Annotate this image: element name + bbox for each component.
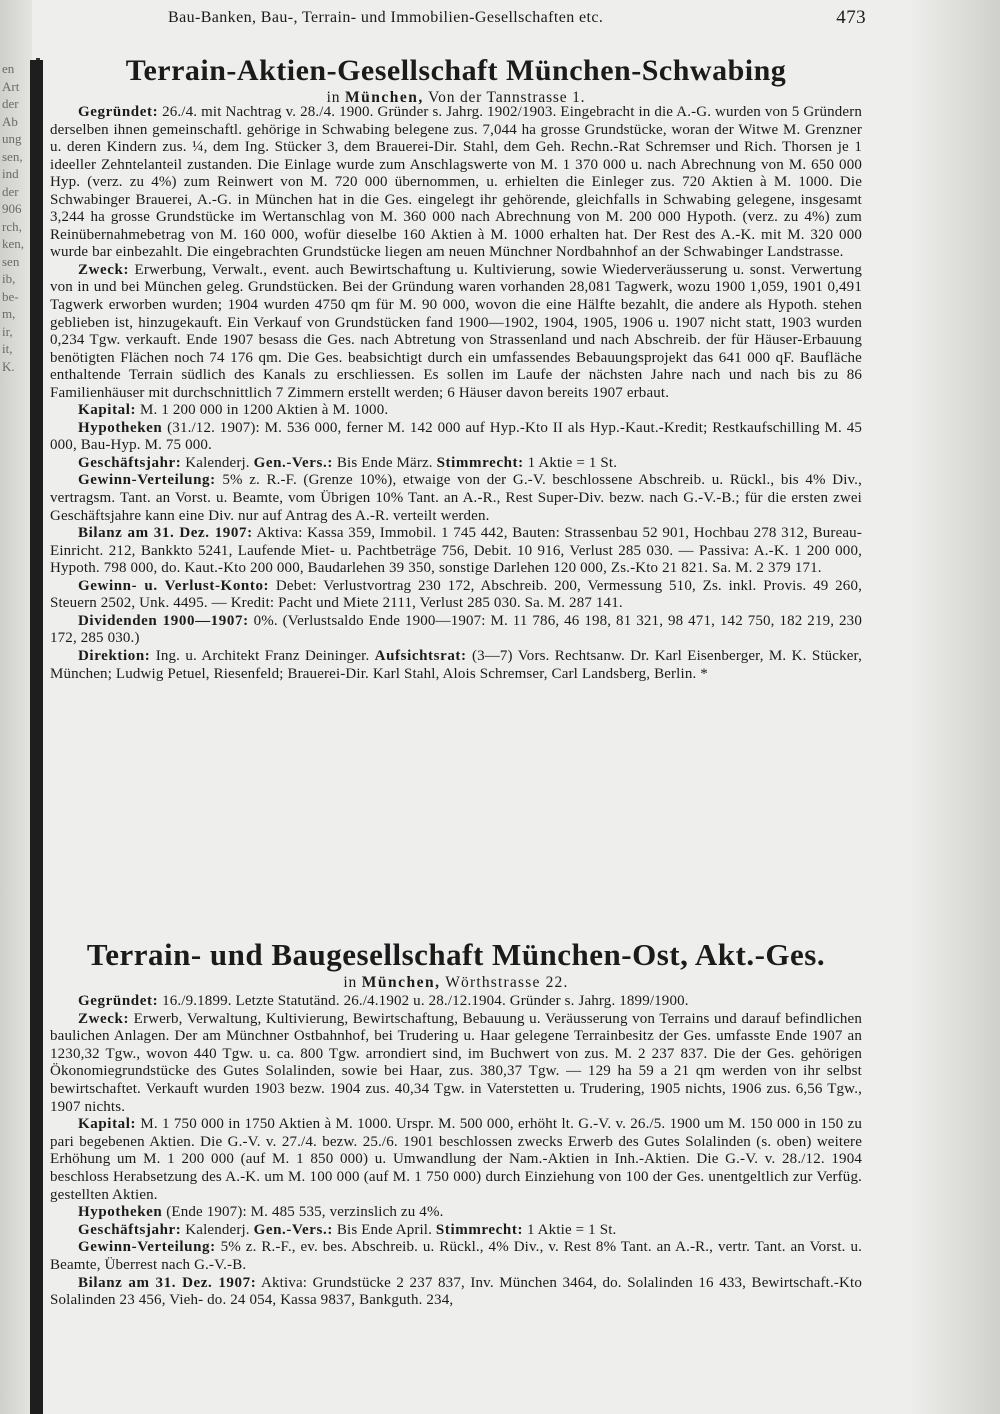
page-number: 473	[836, 7, 866, 28]
section-text: Erwerb, Verwaltung, Kultivierung, Bewirtschaftung, Bebauung u. Veräusserung von Terrains und darauf befindlichen baulichen Anlagen. Der am Münchner Ostbahnhof, bei Trudering u. Haar gelegene Terrainbesitz der Ges. umfasste Ende 1907 an 1230,32 Tgw., wovon 440 Tgw. u. ca. 800 Tgw. arrondiert sind, im Buchwert von zus. M. 2 237 837. Die der Ges. gehörigen Ökonomiegrundstücke des Gutes Solalinden, sowie bei Haar, zus. 380,37 Tgw. — 129 ha 59 a 21 qm werden von ihr selbst bewirtschaftet. Verkauft wurden 1903 bezw. 1904 zus. 40,34 Tgw. in Vaterstetten u. Trudering, 1905 nichts, 1906 zus. 6,56 Tgw., 1907 nichts.	[50, 1010, 862, 1115]
section-text: 1 Aktie = 1 St.	[523, 1221, 617, 1238]
company-2-city: München,	[361, 974, 441, 991]
section-paragraph	[50, 402, 862, 420]
gutter-fragment: Ab	[2, 113, 18, 129]
company-1-title: Terrain-Aktien-Gesellschaft München-Schwabing	[125, 54, 787, 87]
section-label: Bilanz am 31. Dez. 1907:	[78, 525, 253, 542]
running-head-text: Bau-Banken, Bau-, Terrain- und Immobilien-Gesellschaften etc.	[168, 9, 604, 26]
section-label: Dividenden 1900—1907:	[78, 612, 249, 629]
gutter-fragment: be-	[2, 288, 19, 304]
section-label: Gewinn- u. Verlust-Konto:	[78, 577, 270, 594]
section-paragraph	[50, 1239, 862, 1274]
section-text: 26./4. mit Nachtrag v. 28./4. 1900. Gründer s. Jahrg. 1902/1903. Eingebracht in die A.-G. wurden von 5 Gründern derselben ihnen gemeinschaftl. gehörige in Schwabing belegene zus. 7,044 ha grosse Grundstücke, woran der Witwe M. Grenzner u. deren Kindern zus. ¼, dem Ing. Stücker 3, dem Brauerei-Dir. Stahl, dem Geh. Rechn.-Rat Schremser und Rich. Thorsen je 1 ideeller Zehntelanteil zustanden. Die Einlage wurde zum Anschlagswerte von M. 1 370 000 u. nach Abrechnung von M. 650 000 Hyp. (verz. zu 4%) zum Reinwert von M. 720 000 übernommen, u. erhielten die Einleger zus. 720 Aktien à M. 1000. Die Schwabinger Brauerei, A.-G. in München hat in die Ges. eingelegt ihr gehörende, gleichfalls in Schwabing gelegene, insgesamt 3,244 ha grosse Grundstücke im Wertanschlag von M. 360 000 nach Abrechnung von M. 200 000 Hypoth. (verz. zu 4%) zum Reinübernahmebetrag von M. 160 000, wofür dieselbe 160 Aktien à M. 1000 erhalten hat. Der Rest des A.-K. mit M. 320 000 wurde bar einbezahlt. Die eingebrachten Grundstücke liegen am neuen Münchner Nordbahnhof an der Schwabinger Landstrasse.	[50, 104, 862, 261]
section-text: 5% z. R.-F. (Grenze 10%), etwaige von der G.-V. beschlossene Abschreib. u. Rückl., bis 4% Div., vertragsm. Tant. an Vorst. u. Beamte, vom Übrigen 10% Tant. an A.-R., Rest Super-Div. bezw. nach G.-V.-B.; für die ersten zwei Geschäftsjahre kann eine Div. nur auf Antrag des A.-R. verteilt werden.	[50, 472, 862, 524]
section-paragraph	[50, 1011, 862, 1117]
section-text: Kalenderj.	[181, 454, 254, 471]
section-text: Aktiva: Kassa 359, Immobil. 1 745 442, Bauten: Strassenbau 52 901, Hochbau 278 312, Bureau-Einricht. 212, Bankkto 5241, Laufende Miet- u. Pachtbeträge 756, Debit. 10 916, Verlust 285 030. — Passiva: A.-K. 1 200 000, Hypoth. 798 000, do. Kaut.-Kto 200 000, Baudarlehen 39 350, sonstige Darlehen 120 000, Zs.-Kto 21 821. Sa. M. 2 379 171.	[50, 525, 862, 577]
gutter-fragment: ken,	[2, 236, 25, 251]
section-label: Kapital:	[78, 1116, 137, 1133]
section-label: Zweck:	[78, 261, 130, 278]
gutter-fragment: der	[2, 183, 19, 199]
gutter-fragment: en	[2, 61, 15, 76]
section-text: M. 1 750 000 in 1750 Aktien à M. 1000. Urspr. M. 500 000, erhöht lt. G.-V. v. 26./5. 1900 um M. 150 000 in 150 zu pari begebenen Aktien. Die G.-V. v. 27./4. bezw. 25./6. 1901 beschlossen zwecks Erwerb des Gutes Solalinden (s. oben) weitere Erhöhung um M. 1 200 000 (auf M. 1 850 000) u. Umwandlung der Nam.-Aktien in Inh.-Aktien. Die G.-V. v. 28./12. 1904 beschloss Herabsetzung des A.-K. um M. 100 000 (auf M. 1 750 000) durch Einziehung von 100 der Ges. unentgeltlich zur Verfüg. gestellten Aktien.	[50, 1116, 862, 1203]
section-label: Aufsichtsrat:	[374, 647, 467, 664]
company-1-address-prefix: in	[326, 89, 341, 106]
section-text: 16./9.1899. Letzte Statutänd. 26./4.1902 u. 28./12.1904. Gründer s. Jahrg. 1899/1900.	[158, 993, 689, 1009]
section-paragraph	[50, 1222, 862, 1240]
section-label: Gewinn-Verteilung:	[78, 1239, 216, 1256]
gutter-fragment: ind	[2, 166, 19, 181]
section-paragraph	[50, 613, 862, 648]
gutter-fragment: m,	[2, 306, 16, 321]
section-label: Geschäftsjahr:	[78, 1221, 182, 1238]
gutter-fragment: ung	[2, 131, 22, 146]
section-paragraph	[50, 1275, 862, 1310]
section-text: Aktiva: Grundstücke 2 237 837, Inv. München 3464, do. Solalinden 16 433, Bewirtschaft.-Kto Solalinden 23 456, Vieh- do. 24 054, Kassa 9837, Bankguth. 234,	[50, 1274, 862, 1309]
section-label: Stimmrecht:	[436, 454, 524, 471]
scan-right-margin	[910, 0, 1000, 1414]
gutter-fragment: ir,	[2, 323, 13, 339]
gutter-fragment: der	[2, 96, 19, 111]
section-label: Direktion:	[78, 647, 151, 664]
section-text: Ing. u. Architekt Franz Deininger.	[150, 647, 375, 664]
company-1-body	[50, 104, 862, 683]
section-label: Gegründet:	[78, 993, 159, 1009]
section-label: Hypotheken	[78, 419, 163, 436]
company-1-street: Von der Tannstrasse 1.	[428, 89, 586, 106]
section-paragraph	[50, 1204, 862, 1222]
section-text: 0%. (Verlustsaldo Ende 1900—1907: M. 11 786, 46 198, 81 321, 98 471, 142 750, 182 219, 230 172, 285 030.)	[50, 612, 862, 647]
section-text: (Ende 1907): M. 485 535, verzinslich zu 4%.	[162, 1204, 444, 1221]
running-head	[50, 5, 866, 31]
section-text: M. 1 200 000 in 1200 Aktien à M. 1000.	[136, 402, 389, 419]
section-paragraph	[50, 1116, 862, 1204]
facing-page-gutter-text	[2, 60, 30, 620]
section-text: Bis Ende April.	[332, 1221, 436, 1238]
section-label: Stimmrecht:	[435, 1221, 524, 1238]
section-label: Geschäftsjahr:	[78, 454, 182, 471]
section-paragraph	[50, 578, 862, 613]
company-2-address-prefix: in	[343, 974, 358, 991]
gutter-fragment: it,	[2, 341, 13, 356]
section-paragraph	[50, 648, 862, 683]
section-paragraph	[50, 420, 862, 455]
section-label: Gewinn-Verteilung:	[78, 472, 216, 489]
section-text: Erwerbung, Verwalt., event. auch Bewirtschaftung u. Kultivierung, sowie Wiederveräusserung u. sonst. Verwertung von in und bei München geleg. Grundstücken. Bei der Gründung waren vorhanden 28,081 Tagwerk, wozu 1900 1,059, 1901 0,491 Tagwerk erworben wurden; 1904 wurden 4750 qm für M. 90 000, wovon die eine Hälfte bezahlt, die andere als Hypoth. stehen geblieben ist, hinzugekauft. Ein Verkauf von Grundstücken fand 1900—1902, 1904, 1905, 1906 u. 1907 nicht statt, 1903 wurden 0,234 Tgw. verkauft. Ende 1907 besass die Ges. nach Abtretung von Strassenland und nach Abschreib. der für Häuser-Erbauung benötigten Flächen noch 74 176 qm. Die Ges. beabsichtigt durch ein umfassendes Bebauungsprojekt das 641 000 qF. Baufläche enthaltende Terrain südlich des Kanals zu erschliessen. Es sollen im Laufe der nächsten Jahre nach und nach bis zu 86 Familienhäuser mit durchschnittlich 7 Zimmern erstellt werden; 6 Häuser davon bereits 1907 erbaut.	[50, 261, 862, 401]
section-text: 1 Aktie = 1 St.	[523, 454, 618, 471]
company-2-address	[50, 974, 862, 992]
section-label: Gen.-Vers.:	[253, 1221, 333, 1238]
section-label: Bilanz am 31. Dez. 1907:	[78, 1274, 257, 1291]
section-text: Debet: Verlustvortrag 230 172, Abschreib. 200, Vermessung 510, Zs. inkl. Provis. 49 260, Steuern 2502, Unk. 4495. — Kredit: Pacht und Miete 2111, Verlust 285 030. Sa. M. 287 141.	[50, 577, 862, 612]
section-paragraph	[50, 525, 862, 578]
section-paragraph	[50, 262, 862, 402]
company-2-street: Wörthstrasse 22.	[445, 974, 569, 991]
section-paragraph	[50, 455, 862, 473]
company-2-body	[50, 993, 862, 1310]
gutter-fragment: 906	[2, 201, 22, 216]
section-text: Bis Ende März.	[332, 454, 437, 471]
document-page	[50, 0, 866, 1414]
gutter-fragment: ib,	[2, 271, 16, 286]
section-paragraph	[50, 104, 862, 262]
section-text: Kalenderj.	[181, 1221, 254, 1238]
section-label: Zweck:	[78, 1010, 130, 1027]
binding-shadow	[30, 60, 43, 1414]
section-paragraph	[50, 993, 862, 1011]
gutter-fragment: sen	[2, 253, 20, 269]
section-text: 5% z. R.-F., ev. bes. Abschreib. u. Rückl., 4% Div., v. Rest 8% Tant. an A.-R., vertr. Tant. an Vorst. u. Beamte, Überrest nach G.-V.-B.	[50, 1239, 862, 1273]
section-label: Gegründet:	[78, 104, 159, 120]
section-paragraph	[50, 472, 862, 525]
section-label: Gen.-Vers.:	[253, 454, 333, 471]
gutter-fragment: Art	[2, 78, 20, 94]
section-text: (31./12. 1907): M. 536 000, ferner M. 142 000 auf Hyp.-Kto II als Hyp.-Kaut.-Kredit; Restkaufschilling M. 45 000, Bau-Hyp. M. 75 000.	[50, 419, 862, 454]
company-2-title: Terrain- und Baugesellschaft München-Ost, Akt.-Ges.	[86, 937, 826, 972]
section-text: (3—7) Vors. Rechtsanw. Dr. Karl Eisenberger, M. K. Stücker, München; Ludwig Petuel, Riesenfeld; Brauerei-Dir. Karl Stahl, Alois Schremser, Carl Landsberg, Berlin. *	[50, 647, 862, 682]
gutter-fragment: sen,	[2, 148, 23, 164]
gutter-fragment: rch,	[2, 218, 22, 234]
section-label: Kapital:	[78, 402, 137, 419]
gutter-fragment: K.	[2, 358, 15, 374]
section-label: Hypotheken	[78, 1204, 163, 1221]
company-1-city: München,	[345, 89, 424, 106]
